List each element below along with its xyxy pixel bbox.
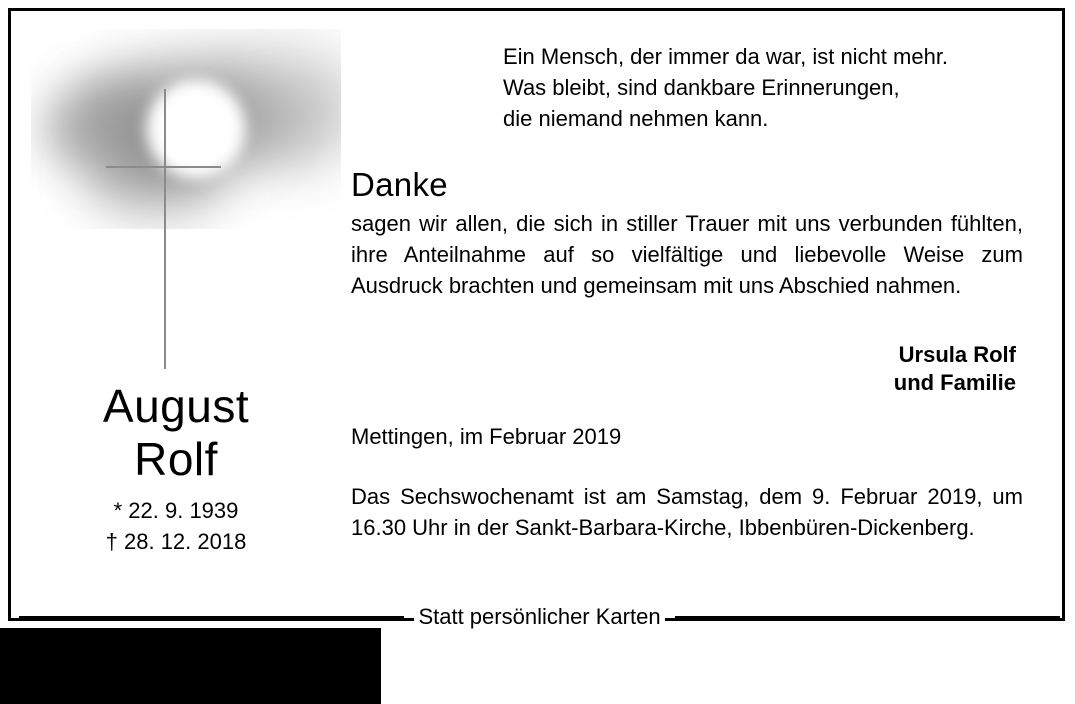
rule-line-right bbox=[675, 616, 1060, 619]
signature-family: und Familie bbox=[893, 370, 1016, 395]
signature-name: Ursula Rolf bbox=[898, 342, 1016, 367]
thanks-heading: Danke bbox=[351, 166, 448, 203]
birth-date: * 22. 9. 1939 bbox=[113, 498, 239, 523]
right-column bbox=[343, 11, 1061, 618]
cross-icon-horizontal bbox=[106, 166, 221, 168]
cross-icon-vertical bbox=[164, 89, 166, 369]
death-date: † 28. 12. 2018 bbox=[105, 529, 247, 554]
thanks-body-text: sagen wir allen, die sich in stiller Trauer mit uns verbunden fühlten, ihre Anteilnahme auf so vielfältige und liebevolle Weise zum Ausdruck brachten und gemeinsam mit uns Abschied nahmen. bbox=[351, 211, 1023, 298]
black-band bbox=[0, 628, 381, 704]
smoke-cloud-graphic bbox=[31, 29, 341, 229]
life-dates bbox=[11, 495, 341, 557]
epitaph-text: Ein Mensch, der immer da war, ist nicht mehr. Was bleibt, sind dankbare Erinnerungen, die niemand nehmen kann. bbox=[503, 44, 949, 131]
place-and-date: Mettingen, im Februar 2019 bbox=[351, 424, 622, 449]
obituary-card bbox=[8, 8, 1065, 629]
rule-line-left bbox=[19, 616, 404, 619]
signature-block bbox=[616, 341, 1016, 397]
left-column bbox=[11, 11, 341, 618]
memorial-service-note: Das Sechswochenamt ist am Samstag, dem 9. Februar 2019, um 16.30 Uhr in der Sankt-Barbara-Kirche, Ibbenbüren-Dickenberg. bbox=[351, 484, 1023, 540]
deceased-name-block bbox=[11, 379, 341, 557]
deceased-last-name: Rolf bbox=[134, 433, 218, 485]
footer-caption: Statt persönlicher Karten bbox=[414, 604, 664, 630]
footer-rule bbox=[19, 604, 1060, 630]
deceased-first-name: August bbox=[102, 380, 250, 432]
